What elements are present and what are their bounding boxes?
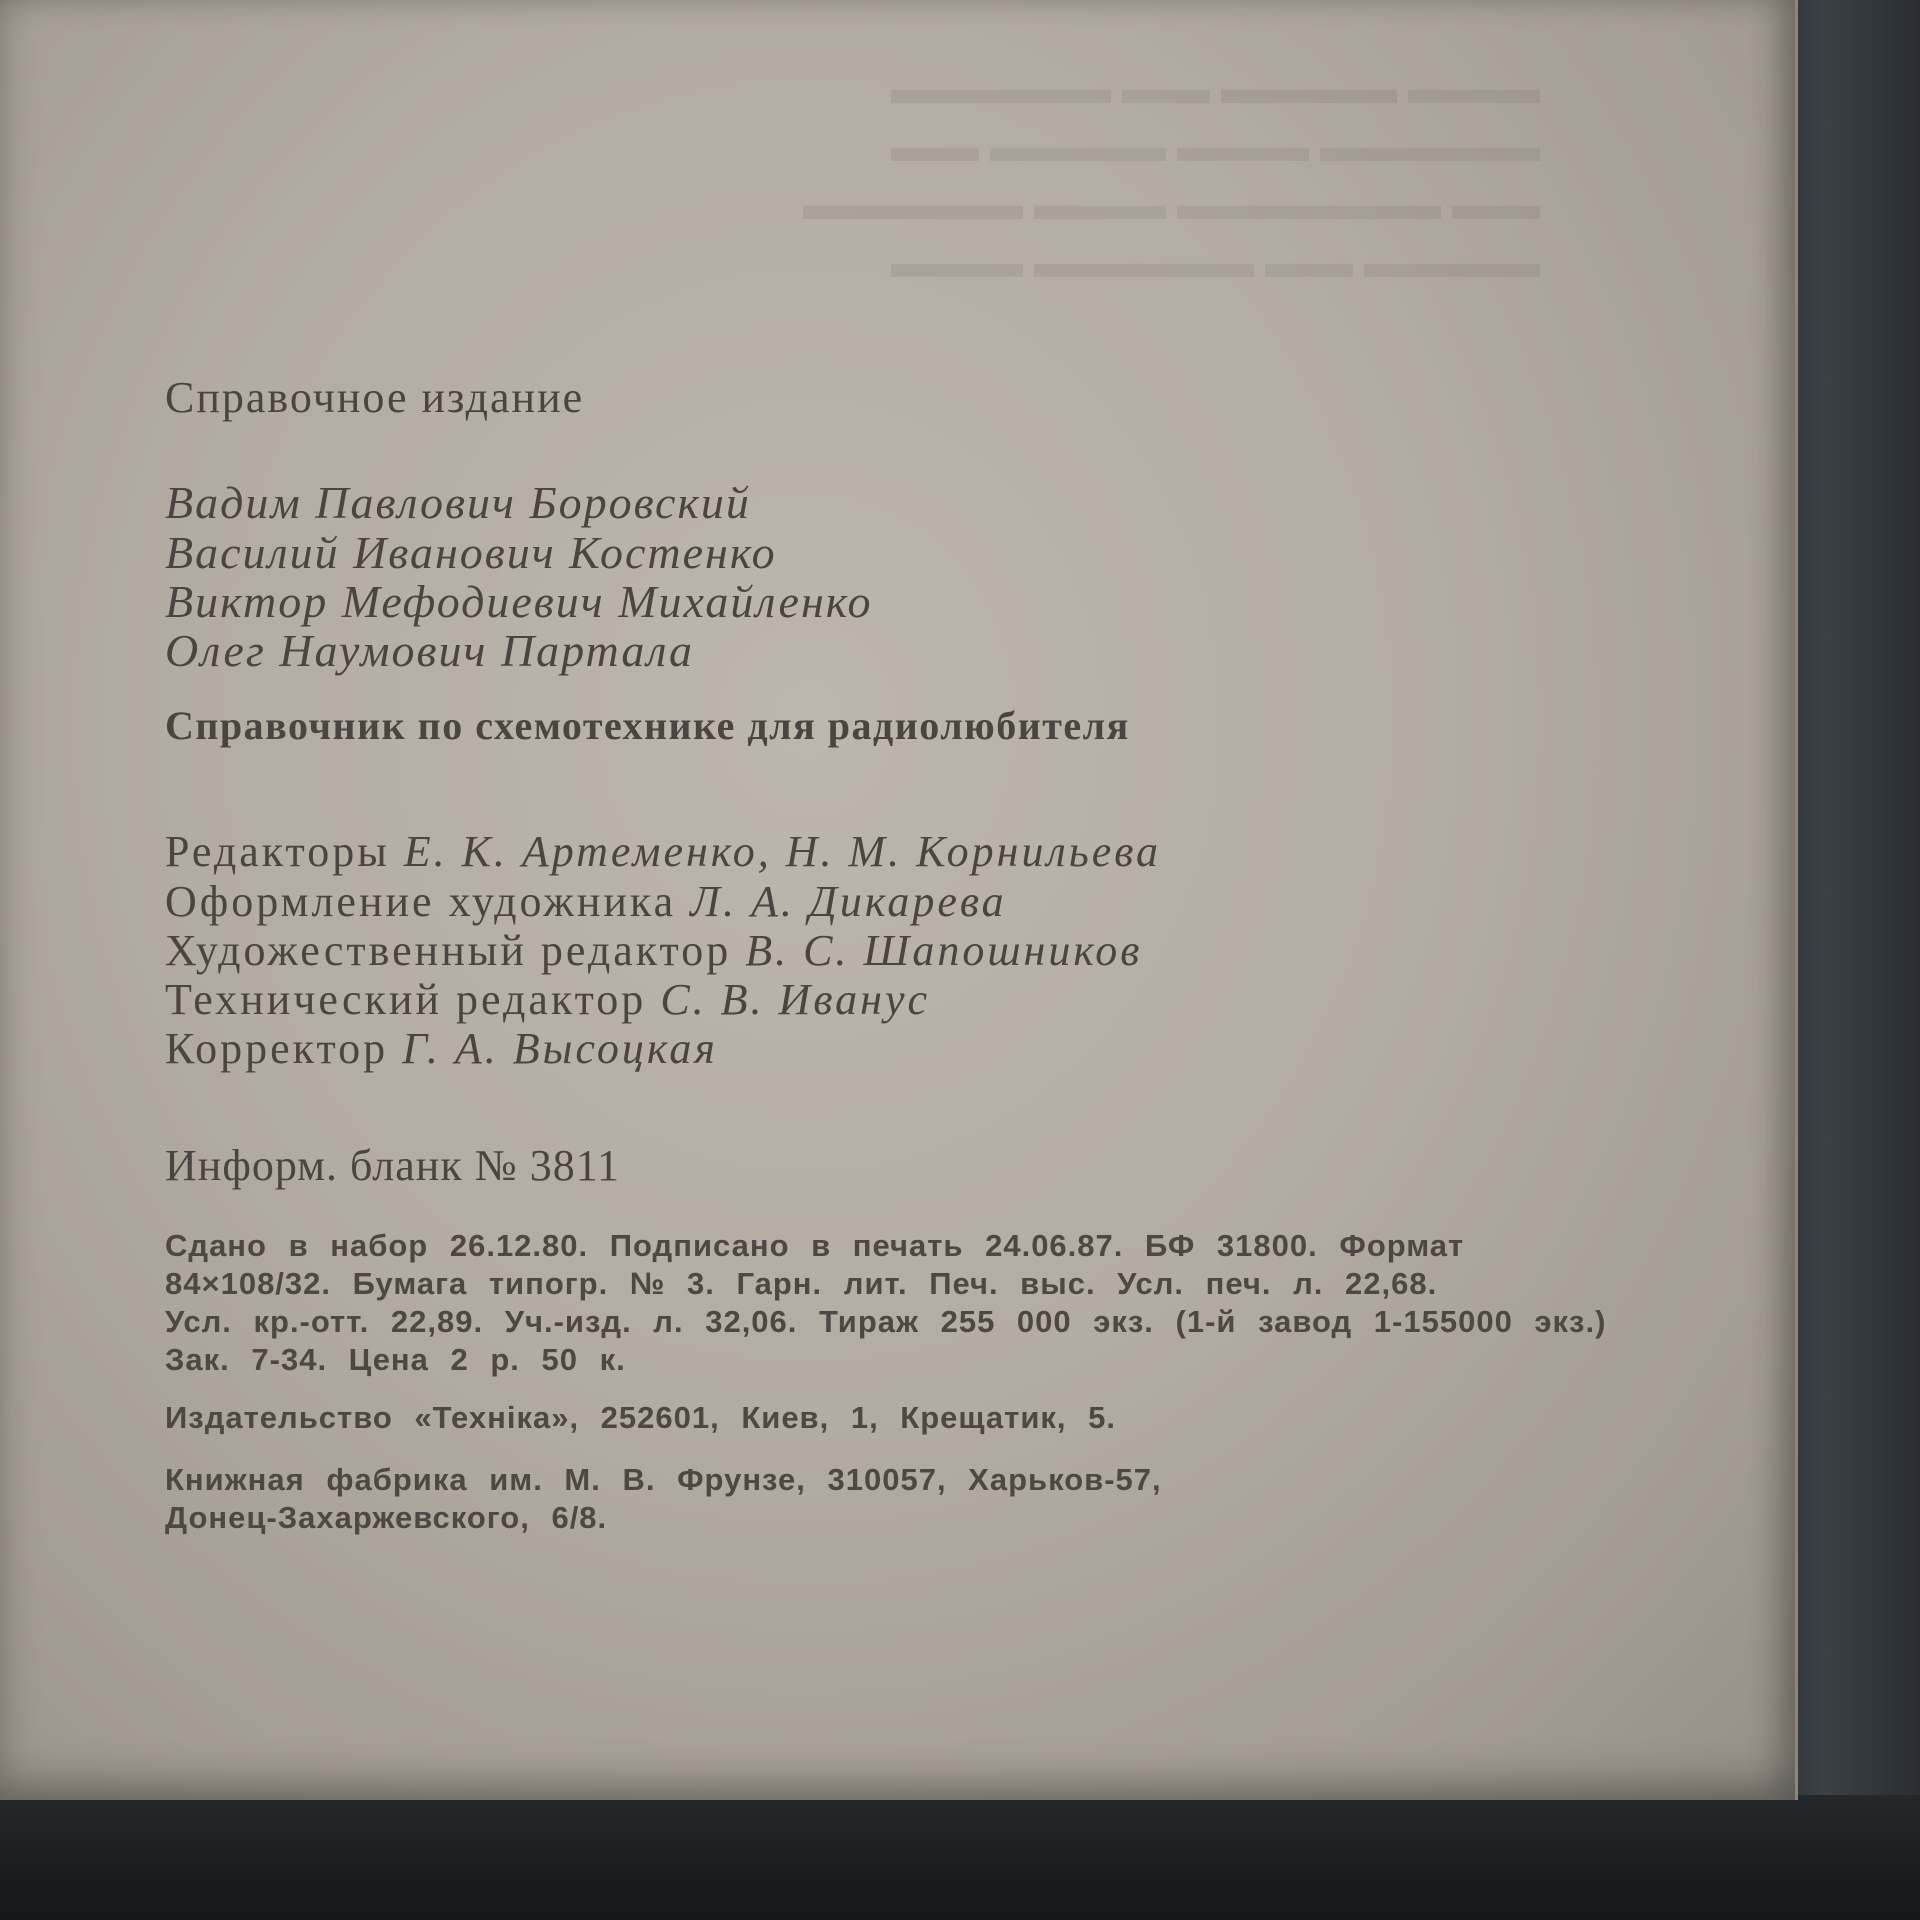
imprint-line: Усл. кр.-отт. 22,89. Уч.-изд. л. 32,06. Тираж 255 000 экз. (1-й завод 1-155000 экз.) [165, 1304, 1607, 1339]
edition-type: Справочное издание [165, 373, 585, 422]
credit-line [165, 974, 930, 1025]
imprint-line: Зак. 7-34. Цена 2 р. 50 к. [165, 1342, 626, 1377]
author-line: Вадим Павлович Боровский [165, 477, 751, 528]
credit-line [165, 1023, 718, 1074]
credit-names: Е. К. Артеменко, Н. М. Корнильева [403, 827, 1162, 876]
credit-names: В. С. Шапошников [745, 926, 1143, 975]
author-line: Виктор Мефодиевич Михайленко [165, 576, 873, 627]
credit-role: Корректор [165, 1024, 389, 1073]
author-line: Василий Иванович Костенко [165, 527, 777, 578]
credit-names: Г. А. Высоцкая [402, 1024, 718, 1073]
show-through-texture: ▬▬▬ ▬▬▬▬ ▬▬ ▬▬▬▬▬ ▬▬▬▬▬ ▬▬▬ ▬▬▬▬ ▬▬ ▬▬ ▬▬▬▬▬▬ ▬▬▬ ▬▬▬▬▬ ▬▬▬▬ ▬▬ ▬▬▬▬▬ ▬▬▬ [803, 64, 1540, 287]
credit-role: Оформление художника [165, 877, 677, 926]
inform-blank: Информ. бланк № 3811 [165, 1141, 621, 1190]
printer-line: Книжная фабрика им. М. В. Фрунзе, 310057, Харьков-57, [165, 1462, 1162, 1497]
credit-role: Редакторы [165, 827, 390, 876]
printer-line: Донец-Захаржевского, 6/8. [165, 1500, 608, 1535]
bottom-shadow [0, 1795, 1920, 1920]
credit-line [165, 826, 1161, 877]
credit-role: Художественный редактор [165, 926, 732, 975]
credit-line [165, 925, 1142, 976]
book-title: Справочник по схемотехнике для радиолюбителя [165, 703, 1130, 748]
credit-names: С. В. Иванус [660, 975, 930, 1024]
credit-names: Л. А. Дикарева [690, 877, 1007, 926]
publisher-line: Издательство «Техніка», 252601, Киев, 1, Крещатик, 5. [165, 1400, 1117, 1435]
credit-line [165, 876, 1007, 927]
credit-role: Технический редактор [165, 975, 647, 1024]
imprint-line: Сдано в набор 26.12.80. Подписано в печать 24.06.87. БФ 31800. Формат [165, 1228, 1465, 1263]
author-line: Олег Наумович Партала [165, 625, 694, 676]
imprint-line: 84×108/32. Бумага типогр. № 3. Гарн. лит. Печ. выс. Усл. печ. л. 22,68. [165, 1266, 1438, 1301]
